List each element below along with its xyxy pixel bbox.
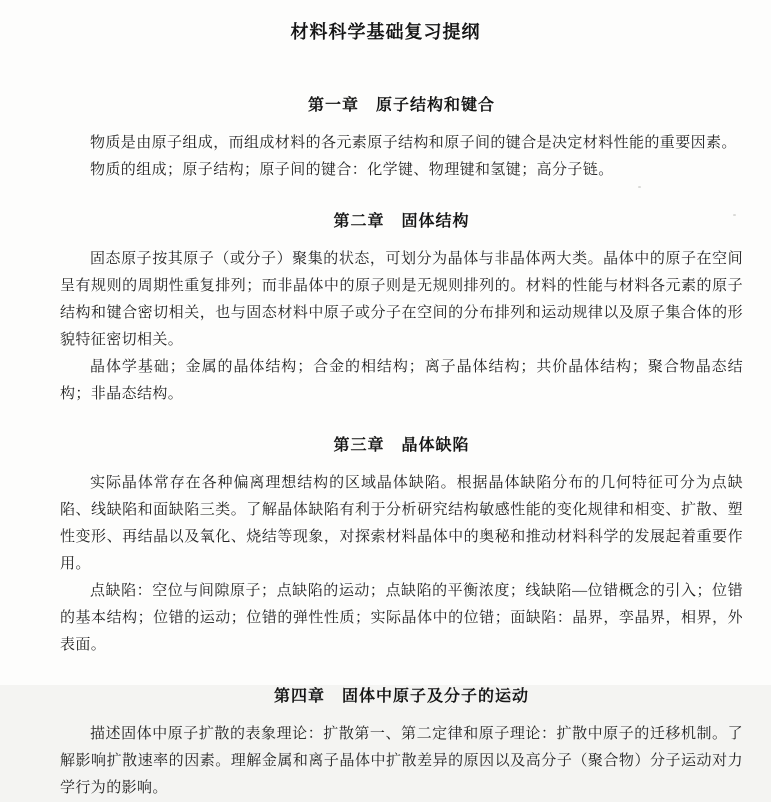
chapter-4-heading: 第四章 固体中原子及分子的运动 — [273, 688, 529, 705]
page-title: 材料科学基础复习提纲 — [290, 22, 481, 42]
chapter-2-heading: 第二章 固体结构 — [333, 213, 470, 230]
chapter-4-paragraph: 描述固体中原子扩散的表象理论：扩散第一、第二定律和原子理论：扩散中原子的迁移机制。了解影响扩散速率的因素。理解金属和离子晶体中扩散差异的原因以及高分子（聚合物）分子运动对力学行为的影响。 — [60, 726, 743, 796]
chapter-2-paragraph: 晶体学基础；金属的晶体结构；合金的相结构；离子晶体结构；共价晶体结构；聚合物晶态结构；非晶态结构。 — [60, 359, 743, 402]
chapter-3-heading: 第三章 晶体缺陷 — [333, 437, 470, 454]
scan-artifact — [733, 214, 736, 216]
chapter-3-paragraph: 点缺陷：空位与间隙原子；点缺陷的运动；点缺陷的平衡浓度；线缺陷—位错概念的引入；位错的基本结构；位错的运动；位错的弹性性质；实际晶体中的位错；面缺陷：晶界，孪晶界，相界，外表面。 — [60, 583, 743, 653]
chapter-1-heading: 第一章 原子结构和键合 — [307, 97, 495, 114]
chapter-1-paragraph: 物质是由原子组成，而组成材料的各元素原子结构和原子间的键合是决定材料性能的重要因素。 — [90, 135, 737, 151]
chapter-4 — [60, 683, 743, 802]
chapter-1 — [60, 92, 743, 184]
chapter-1-paragraph: 物质的组成；原子结构；原子间的键合：化学键、物理键和氢键；高分子链。 — [90, 162, 614, 178]
chapter-2 — [60, 208, 743, 408]
chapter-3-paragraph: 实际晶体常存在各种偏离理想结构的区域晶体缺陷。根据晶体缺陷分布的几何特征可分为点缺陷、线缺陷和面缺陷三类。了解晶体缺陷有利于分析研究结构敏感性能的变化规律和相变、扩散、塑性变形、再结晶以及氧化、烧结等现象，对探索材料晶体中的奥秘和推动材料科学的发展起着重要作用。 — [60, 475, 743, 572]
chapter-2-paragraph: 固态原子按其原子（或分子）聚集的状态，可划分为晶体与非晶体两大类。晶体中的原子在空间呈有规则的周期性重复排列；而非晶体中的原子则是无规则排列的。材料的性能与材料各元素的原子结构和键合密切相关，也与固态材料中原子或分子在空间的分布排列和运动规律以及原子集合体的形貌特征密切相关。 — [60, 251, 743, 348]
title-block — [60, 14, 711, 44]
scan-artifact — [638, 186, 641, 188]
chapter-3 — [60, 432, 743, 659]
